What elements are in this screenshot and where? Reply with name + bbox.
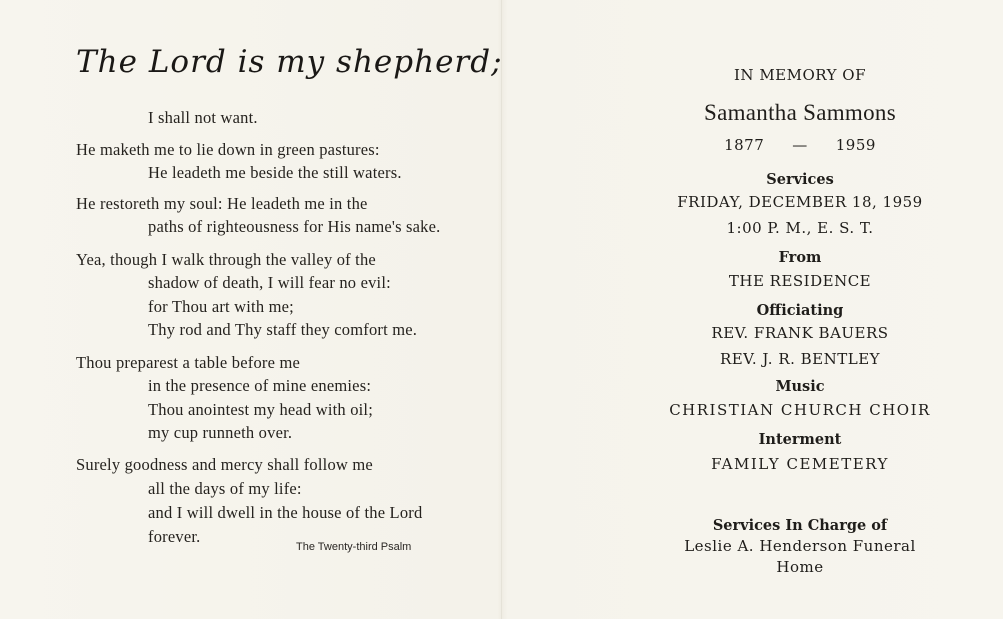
psalm-line: I shall not want. [148, 108, 258, 127]
funeral-home-line2: Home [776, 558, 824, 576]
psalm-line: shadow of death, I will fear no evil: [148, 273, 391, 292]
psalm-line: for Thou art with me; [148, 297, 294, 316]
birth-year: 1877 [724, 136, 765, 154]
card-fold [501, 0, 502, 619]
psalm-line: Thy rod and Thy staff they comfort me. [148, 320, 418, 339]
services-heading: Services [766, 171, 834, 188]
psalm-line: in the presence of mine enemies: [148, 376, 372, 395]
psalm-line: He restoreth my soul: He leadeth me in the [76, 194, 368, 213]
from-heading: From [778, 249, 822, 266]
services-time: 1:00 P. M., E. S. T. [726, 219, 874, 237]
officiant-2: REV. J. R. BENTLEY [719, 350, 881, 368]
death-year: 1959 [835, 136, 876, 154]
deceased-name: Samantha Sammons [704, 100, 896, 125]
psalm-line: Thou anointest my head with oil; [148, 400, 373, 419]
psalm-line: Yea, though I walk through the valley of the [76, 250, 376, 269]
life-dates [640, 136, 960, 154]
services-date: FRIDAY, DECEMBER 18, 1959 [677, 193, 923, 211]
charge-heading: Services In Charge of [712, 517, 888, 534]
psalm-line: Thou preparest a table before me [76, 353, 301, 372]
psalm-credit: The Twenty-third Psalm [296, 541, 412, 553]
interment-place: FAMILY CEMETERY [711, 455, 889, 473]
psalm-line: forever. [148, 527, 201, 546]
psalm-title: The Lord is my shepherd; [76, 44, 503, 80]
psalm-line: He maketh me to lie down in green pastures: [76, 140, 380, 159]
psalm-line: my cup runneth over. [148, 423, 293, 442]
from-place: THE RESIDENCE [728, 272, 872, 290]
funeral-home-line1: Leslie A. Henderson Funeral [684, 537, 916, 555]
interment-heading: Interment [758, 431, 842, 448]
psalm-line: Surely goodness and mercy shall follow me [76, 455, 373, 474]
memory-intro: IN MEMORY OF [734, 66, 866, 84]
psalm-line: and I will dwell in the house of the Lord [148, 503, 423, 522]
music-performer: CHRISTIAN CHURCH CHOIR [669, 401, 931, 419]
psalm-line: paths of righteousness for His name's sake. [148, 217, 441, 236]
psalm-line: all the days of my life: [148, 479, 302, 498]
date-dash: — [792, 136, 808, 154]
officiant-1: REV. FRANK BAUERS [711, 324, 889, 342]
psalm-line: He leadeth me beside the still waters. [148, 163, 402, 182]
officiating-heading: Officiating [756, 302, 844, 319]
music-heading: Music [775, 378, 825, 395]
